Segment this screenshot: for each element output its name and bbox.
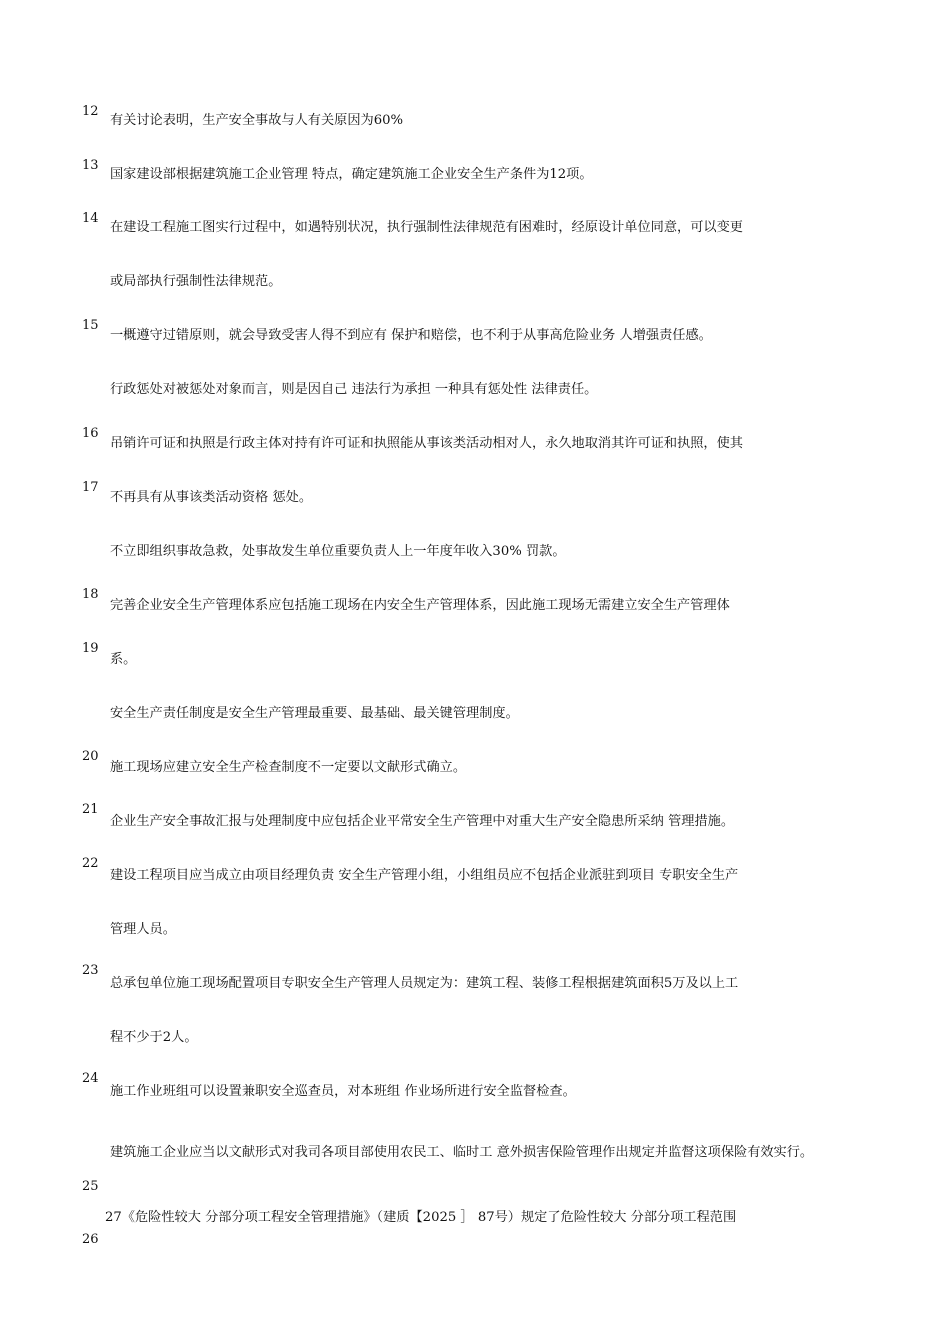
item-number-25: 25 bbox=[82, 1179, 99, 1194]
item-number-14: 14 bbox=[82, 211, 99, 226]
item-number-23: 23 bbox=[82, 963, 99, 978]
statement-line: 完善企业安全生产管理体系应包括施工现场在内安全生产管理体系，因此施工现场无需建立安全生产管理体 bbox=[110, 598, 730, 613]
statement-line: 行政惩处对被惩处对象而言，则是因自己 违法行为承担 一种具有惩处性 法律责任。 bbox=[110, 382, 598, 397]
statement-line: 施工现场应建立安全生产检查制度不一定要以文献形式确立。 bbox=[110, 760, 467, 775]
statement-line: 有关讨论表明，生产安全事故与人有关原因为60% bbox=[110, 113, 404, 128]
statement-line: 吊销许可证和执照是行政主体对持有许可证和执照能从事该类活动相对人，永久地取消其许可证和执照，使其 bbox=[110, 436, 743, 451]
statement-line: 不立即组织事故急救，处事故发生单位重要负责人上一年度年收入30% 罚款。 bbox=[110, 544, 566, 559]
statement-line: 施工作业班组可以设置兼职安全巡查员，对本班组 作业场所进行安全监督检查。 bbox=[110, 1084, 576, 1099]
item-number-18: 18 bbox=[82, 587, 99, 602]
statement-line: 总承包单位施工现场配置项目专职安全生产管理人员规定为：建筑工程、装修工程根据建筑面积5万及以上工 bbox=[110, 976, 739, 991]
statement-line: 或局部执行强制性法律规范。 bbox=[110, 274, 282, 289]
item-number-19: 19 bbox=[82, 641, 99, 656]
item-number-16: 16 bbox=[82, 426, 99, 441]
statement-line: 在建设工程施工图实行过程中，如遇特别状况，执行强制性法律规范有困难时，经原设计单位同意，可以变更 bbox=[110, 220, 743, 235]
statement-line: 国家建设部根据建筑施工企业管理 特点，确定建筑施工企业安全生产条件为12项。 bbox=[110, 167, 593, 182]
statement-line: 一概遵守过错原则，就会导致受害人得不到应有 保护和赔偿，也不利于从事高危险业务 人增强责任感。 bbox=[110, 328, 712, 343]
item-number-22: 22 bbox=[82, 856, 99, 871]
statement-line: 企业生产安全事故汇报与处理制度中应包括企业平常安全生产管理中对重大生产安全隐患所采纳 管理措施。 bbox=[110, 814, 735, 829]
item-number-26: 26 bbox=[82, 1232, 99, 1247]
statement-line: 管理人员。 bbox=[110, 922, 176, 937]
statement-line: 安全生产责任制度是安全生产管理最重要、最基础、最关键管理制度。 bbox=[110, 706, 519, 721]
item-number-21: 21 bbox=[82, 802, 99, 817]
statement-line: 建设工程项目应当成立由项目经理负责 安全生产管理小组，小组组员应不包括企业派驻到项目 专职安全生产 bbox=[110, 868, 739, 883]
statement-line: 系。 bbox=[110, 652, 137, 667]
item-number-13: 13 bbox=[82, 158, 99, 173]
statement-line: 不再具有从事该类活动资格 惩处。 bbox=[110, 490, 313, 505]
item-number-15: 15 bbox=[82, 318, 99, 333]
statement-paragraph: 建筑施工企业应当以文献形式对我司各项目部使用农民工、临时工 意外损害保险管理作出规定并监督这项保险有效实行。 bbox=[110, 1145, 814, 1160]
item-number-24: 24 bbox=[82, 1071, 99, 1086]
item-number-17: 17 bbox=[82, 480, 99, 495]
item-number-20: 20 bbox=[82, 749, 99, 764]
statement-line: 程不少于2人。 bbox=[110, 1030, 198, 1045]
statement-line: 27《危险性较大 分部分项工程安全管理措施》（建质【2025 ］ 87号）规定了危险性较大 分部分项工程范围 bbox=[105, 1210, 737, 1225]
item-number-12: 12 bbox=[82, 104, 99, 119]
